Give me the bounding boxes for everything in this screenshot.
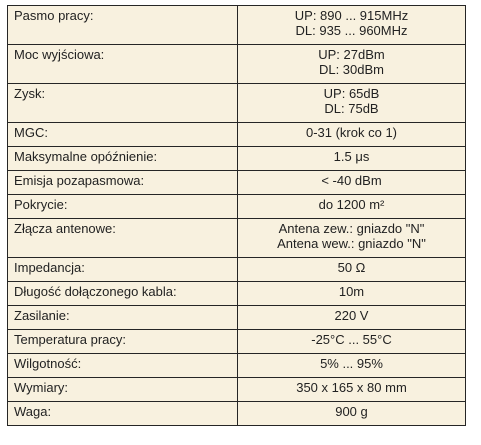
spec-name-gain: Zysk: xyxy=(8,84,238,123)
spec-value-antenna-connectors xyxy=(238,219,466,258)
spec-table-container xyxy=(7,5,466,426)
spec-name-impedance: Impedancja: xyxy=(8,258,238,282)
spec-name-output-power: Moc wyjściowa: xyxy=(8,45,238,84)
spec-name-antenna-connectors: Złącza antenowe: xyxy=(8,219,238,258)
specifications-table xyxy=(7,5,466,426)
spec-name-spurious-emission: Emisja pozapasmowa: xyxy=(8,171,238,195)
table-row xyxy=(8,123,466,147)
spec-name-max-delay: Maksymalne opóźnienie: xyxy=(8,147,238,171)
spec-value-humidity: 5% ... 95% xyxy=(238,354,466,378)
spec-value-cable-length: 10m xyxy=(238,282,466,306)
spec-name-operating-band: Pasmo pracy: xyxy=(8,6,238,45)
spec-value-line: UP: 27dBm xyxy=(318,47,385,62)
spec-value-line: UP: 65dB xyxy=(323,86,380,101)
table-row xyxy=(8,402,466,426)
spec-value-line: DL: 935 ... 960MHz xyxy=(295,23,408,38)
spec-value-line: DL: 75dB xyxy=(324,101,379,116)
spec-value-spurious-emission: < -40 dBm xyxy=(238,171,466,195)
spec-name-operating-temperature: Temperatura pracy: xyxy=(8,330,238,354)
spec-name-weight: Waga: xyxy=(8,402,238,426)
spec-value-operating-band xyxy=(238,6,466,45)
spec-value-coverage: do 1200 m² xyxy=(238,195,466,219)
spec-value-gain xyxy=(238,84,466,123)
table-row xyxy=(8,6,466,45)
spec-value-operating-temperature: -25°C ... 55°C xyxy=(238,330,466,354)
spec-value-line: Antena wew.: gniazdo "N" xyxy=(277,236,426,251)
spec-value-line: DL: 30dBm xyxy=(318,62,385,77)
spec-name-power-supply: Zasilanie: xyxy=(8,306,238,330)
table-row xyxy=(8,354,466,378)
table-row xyxy=(8,330,466,354)
spec-name-mgc: MGC: xyxy=(8,123,238,147)
table-row xyxy=(8,171,466,195)
spec-name-coverage: Pokrycie: xyxy=(8,195,238,219)
spec-name-humidity: Wilgotność: xyxy=(8,354,238,378)
table-row xyxy=(8,219,466,258)
table-row xyxy=(8,258,466,282)
table-row xyxy=(8,195,466,219)
spec-value-power-supply: 220 V xyxy=(238,306,466,330)
spec-value-max-delay: 1.5 μs xyxy=(238,147,466,171)
table-row xyxy=(8,147,466,171)
spec-value-weight: 900 g xyxy=(238,402,466,426)
spec-name-cable-length: Długość dołączonego kabla: xyxy=(8,282,238,306)
spec-value-line: UP: 890 ... 915MHz xyxy=(294,8,409,23)
spec-name-dimensions: Wymiary: xyxy=(8,378,238,402)
table-row xyxy=(8,282,466,306)
spec-value-output-power xyxy=(238,45,466,84)
table-row xyxy=(8,306,466,330)
spec-value-impedance: 50 Ω xyxy=(238,258,466,282)
spec-value-line: Antena zew.: gniazdo "N" xyxy=(278,221,425,236)
spec-value-mgc: 0-31 (krok co 1) xyxy=(238,123,466,147)
table-row xyxy=(8,378,466,402)
table-row xyxy=(8,45,466,84)
table-row xyxy=(8,84,466,123)
spec-value-dimensions: 350 x 165 x 80 mm xyxy=(238,378,466,402)
